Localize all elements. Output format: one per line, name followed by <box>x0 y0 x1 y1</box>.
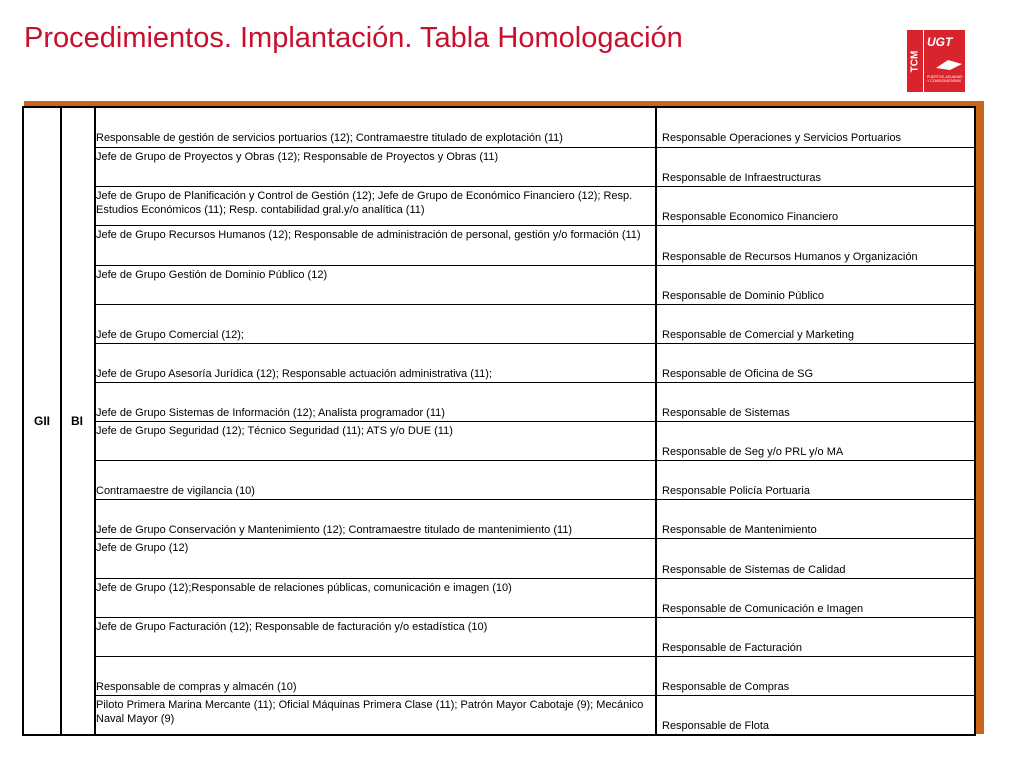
table-row <box>94 147 974 187</box>
logo-tcm <box>907 30 923 92</box>
table-row <box>94 538 974 578</box>
table-row <box>94 617 974 657</box>
homologated-position-text: Responsable de Dominio Público <box>662 289 825 302</box>
homologated-position-cell <box>659 171 974 185</box>
homologated-position-text: Responsable de Comercial y Marketing <box>662 328 854 341</box>
current-position-text: Jefe de Grupo de Proyectos y Obras (12); Responsable de Proyectos y Obras (11) <box>96 151 499 164</box>
homologated-position-text: Responsable Policía Portuaria <box>662 485 810 498</box>
homologated-position-cell <box>659 131 974 145</box>
homologated-position-text: Responsable de Seg y/o PRL y/o MA <box>662 446 844 459</box>
table-row <box>94 186 974 226</box>
table-row <box>94 225 974 265</box>
homologated-position-text: Responsable de Compras <box>662 680 790 693</box>
current-position-cell <box>94 500 657 539</box>
current-position-cell <box>94 383 657 422</box>
current-position-text: Jefe de Grupo Comercial (12); <box>96 328 244 341</box>
logo-ugt <box>923 30 965 92</box>
current-position-text: Jefe de Grupo (12);Responsable de relaciones públicas, comunicación e imagen (10) <box>96 581 512 594</box>
group-cell <box>24 108 62 734</box>
homologated-position-text: Responsable de Recursos Humanos y Organización <box>662 250 918 263</box>
table-row <box>94 460 974 500</box>
homologated-position-cell <box>659 523 974 537</box>
ugt-tcm-logo <box>907 30 965 92</box>
current-position-cell <box>94 422 657 461</box>
current-position-cell <box>94 305 657 344</box>
current-position-text: Jefe de Grupo Seguridad (12); Técnico Seguridad (11); ATS y/o DUE (11) <box>96 425 453 437</box>
homologated-position-text: Responsable de Oficina de SG <box>662 367 814 380</box>
homologated-position-cell <box>659 445 974 459</box>
table-rows <box>94 108 974 734</box>
homologated-position-text: Responsable Economico Financiero <box>662 211 839 224</box>
homologated-position-cell <box>659 406 974 420</box>
current-position-cell <box>94 539 657 578</box>
homologated-position-cell <box>659 641 974 655</box>
current-position-cell <box>94 344 657 383</box>
logo-ugt-text: UGT <box>927 35 953 49</box>
homologated-position-text: Responsable de Comunicación e Imagen <box>662 602 864 615</box>
current-position-cell <box>94 696 657 735</box>
current-position-text: Responsable de gestión de servicios portuarios (12); Contramaestre titulado de explotación (11) <box>96 132 563 145</box>
homologated-position-text: Responsable de Mantenimiento <box>662 524 817 537</box>
table-row <box>94 421 974 461</box>
table-row <box>94 578 974 618</box>
table-row <box>94 499 974 539</box>
current-position-cell <box>94 187 657 226</box>
homologated-position-cell <box>659 250 974 264</box>
homologated-position-cell <box>659 563 974 577</box>
logo-subtitle: PUERTOS, ADUANAS Y CONSIGNATARIAS <box>927 75 963 83</box>
current-position-text: Jefe de Grupo Facturación (12); Responsable de facturación y/o estadística (10) <box>96 620 488 633</box>
current-position-text: Jefe de Grupo de Planificación y Control de Gestión (12); Jefe de Grupo de Económico Financiero (12); Resp. Estudios Económicos (11); Resp. contabilidad gral.y/o analítica (11) <box>96 190 633 217</box>
homologation-table <box>22 106 976 736</box>
level-cell <box>60 108 96 734</box>
logo-mark-icon <box>934 56 964 72</box>
current-position-cell <box>94 226 657 265</box>
current-position-cell <box>94 148 657 187</box>
current-position-text: Jefe de Grupo Sistemas de Información (12); Analista programador (11) <box>96 407 445 419</box>
current-position-cell <box>94 618 657 657</box>
current-position-cell <box>94 461 657 500</box>
current-position-cell <box>94 579 657 618</box>
homologated-position-text: Responsable de Infraestructuras <box>662 172 821 185</box>
current-position-text: Jefe de Grupo Gestión de Dominio Público (12) <box>96 268 328 281</box>
homologated-position-text: Responsable de Flota <box>662 720 770 732</box>
table-row <box>94 108 974 147</box>
homologated-position-text: Responsable de Sistemas de Calidad <box>662 563 846 576</box>
homologated-position-cell <box>659 719 974 733</box>
homologated-position-cell <box>659 680 974 694</box>
current-position-text: Jefe de Grupo Conservación y Mantenimiento (12); Contramaestre titulado de mantenimiento (11) <box>96 524 573 537</box>
homologated-position-cell <box>659 367 974 381</box>
current-position-text: Jefe de Grupo Recursos Humanos (12); Responsable de administración de personal, gestión y/o formación (11) <box>96 229 641 242</box>
homologated-position-text: Responsable de Facturación <box>662 641 803 654</box>
homologated-position-text: Responsable Operaciones y Servicios Portuarios <box>662 132 902 145</box>
table-row <box>94 382 974 422</box>
current-position-cell <box>94 657 657 696</box>
group-label: GII <box>33 414 50 428</box>
current-position-text: Responsable de compras y almacén (10) <box>96 680 297 693</box>
table-row <box>94 343 974 383</box>
current-position-cell <box>94 108 657 147</box>
current-position-text: Contramaestre de vigilancia (10) <box>96 485 255 498</box>
level-label: BI <box>71 414 83 428</box>
table-row <box>94 695 974 735</box>
table-row <box>94 265 974 305</box>
homologated-position-text: Responsable de Sistemas <box>662 407 790 419</box>
homologated-position-cell <box>659 210 974 224</box>
homologated-position-cell <box>659 484 974 498</box>
logo-tcm-text: TCM <box>909 50 921 72</box>
homologated-position-cell <box>659 602 974 616</box>
homologated-position-cell <box>659 289 974 303</box>
current-position-text: Piloto Primera Marina Mercante (11); Oficial Máquinas Primera Clase (11); Patrón Mayor Cabotaje (9); Mecánico Naval Mayor (9) <box>96 698 644 725</box>
current-position-text: Jefe de Grupo Asesoría Jurídica (12); Responsable actuación administrativa (11); <box>96 367 492 380</box>
table-row <box>94 304 974 344</box>
current-position-cell <box>94 266 657 305</box>
table-row <box>94 656 974 696</box>
current-position-text: Jefe de Grupo (12) <box>96 542 189 555</box>
homologated-position-cell <box>659 328 974 342</box>
page-title: Procedimientos. Implantación. Tabla Homologación <box>24 22 683 54</box>
